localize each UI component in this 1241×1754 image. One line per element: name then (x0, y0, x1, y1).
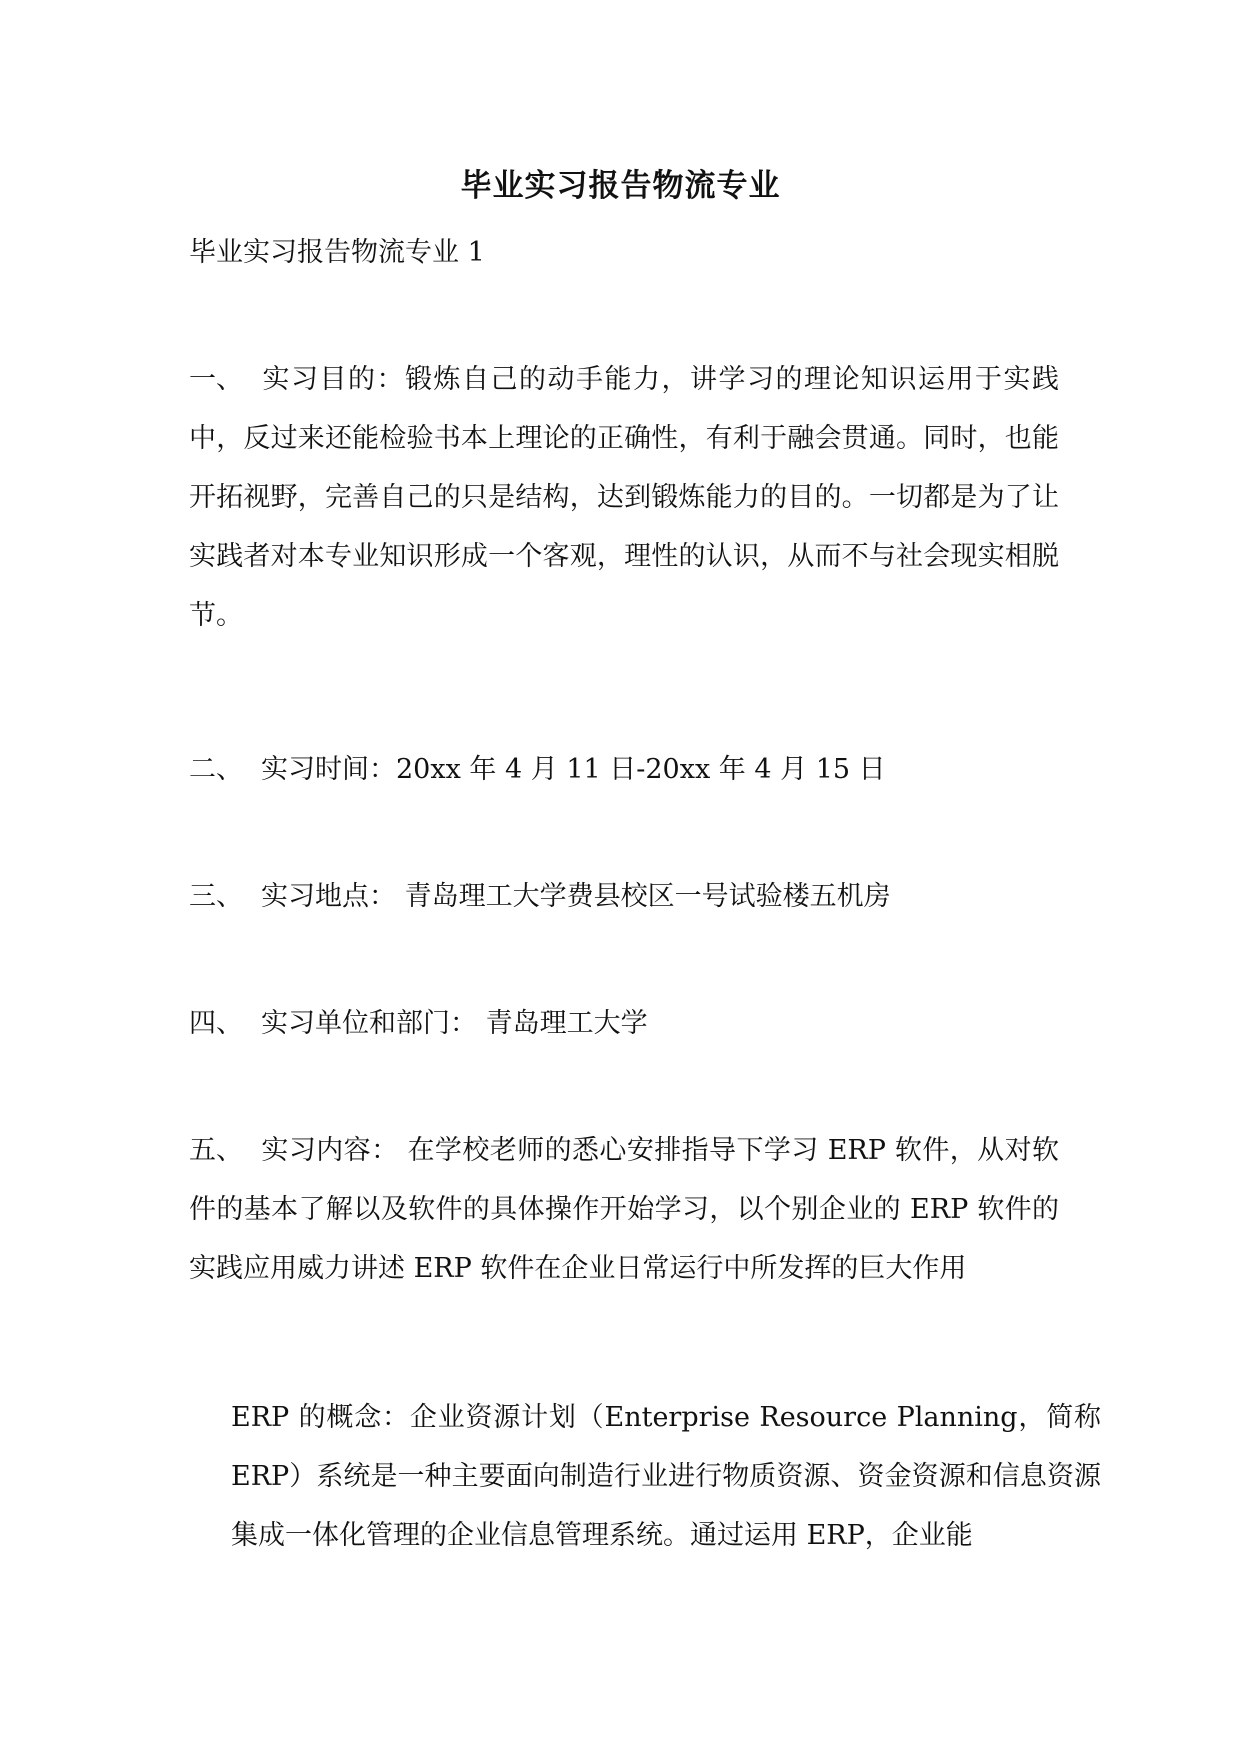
document-subtitle: 毕业实习报告物流专业 1 (189, 237, 485, 268)
section-number: 五、 (189, 1135, 243, 1166)
section-content (189, 1121, 1059, 1298)
section-number: 一、 (189, 364, 243, 395)
section-text: 实习单位和部门： 青岛理工大学 (261, 1008, 648, 1039)
section-text: 实习地点： 青岛理工大学费县校区一号试验楼五机房 (261, 881, 891, 912)
erp-concept-paragraph: ERP 的概念：企业资源计划（Enterprise Resource Planning，简称 ERP）系统是一种主要面向制造行业进行物质资源、资金资源和信息资源集成一体化管理的企业信息管理系统。通过运用 ERP，企业能 (231, 1402, 1101, 1551)
section-time (189, 740, 1059, 799)
section-number: 四、 (189, 1008, 243, 1039)
section-text: 实习内容： 在学校老师的悉心安排指导下学习 ERP 软件，从对软件的基本了解以及软件的具体操作开始学习，以个别企业的 ERP 软件的实践应用威力讲述 ERP 软件在企业日常运行中所发挥的巨大作用 (189, 1135, 1059, 1284)
section-text: 实习目的：锻炼自己的动手能力，讲学习的理论知识运用于实践中，反过来还能检验书本上理论的正确性，有利于融会贯通。同时，也能开拓视野，完善自己的只是结构，达到锻炼能力的目的。一切都是为了让实践者对本专业知识形成一个客观，理性的认识，从而不与社会现实相脱节。 (189, 364, 1059, 631)
section-text: 实习时间：20xx 年 4 月 11 日-20xx 年 4 月 15 日 (261, 754, 886, 785)
section-number: 二、 (189, 754, 243, 785)
section-location (189, 867, 1059, 926)
section-unit (189, 994, 1059, 1053)
section-purpose (189, 350, 1059, 645)
section-number: 三、 (189, 881, 243, 912)
document-title: 毕业实习报告物流专业 (460, 168, 781, 204)
